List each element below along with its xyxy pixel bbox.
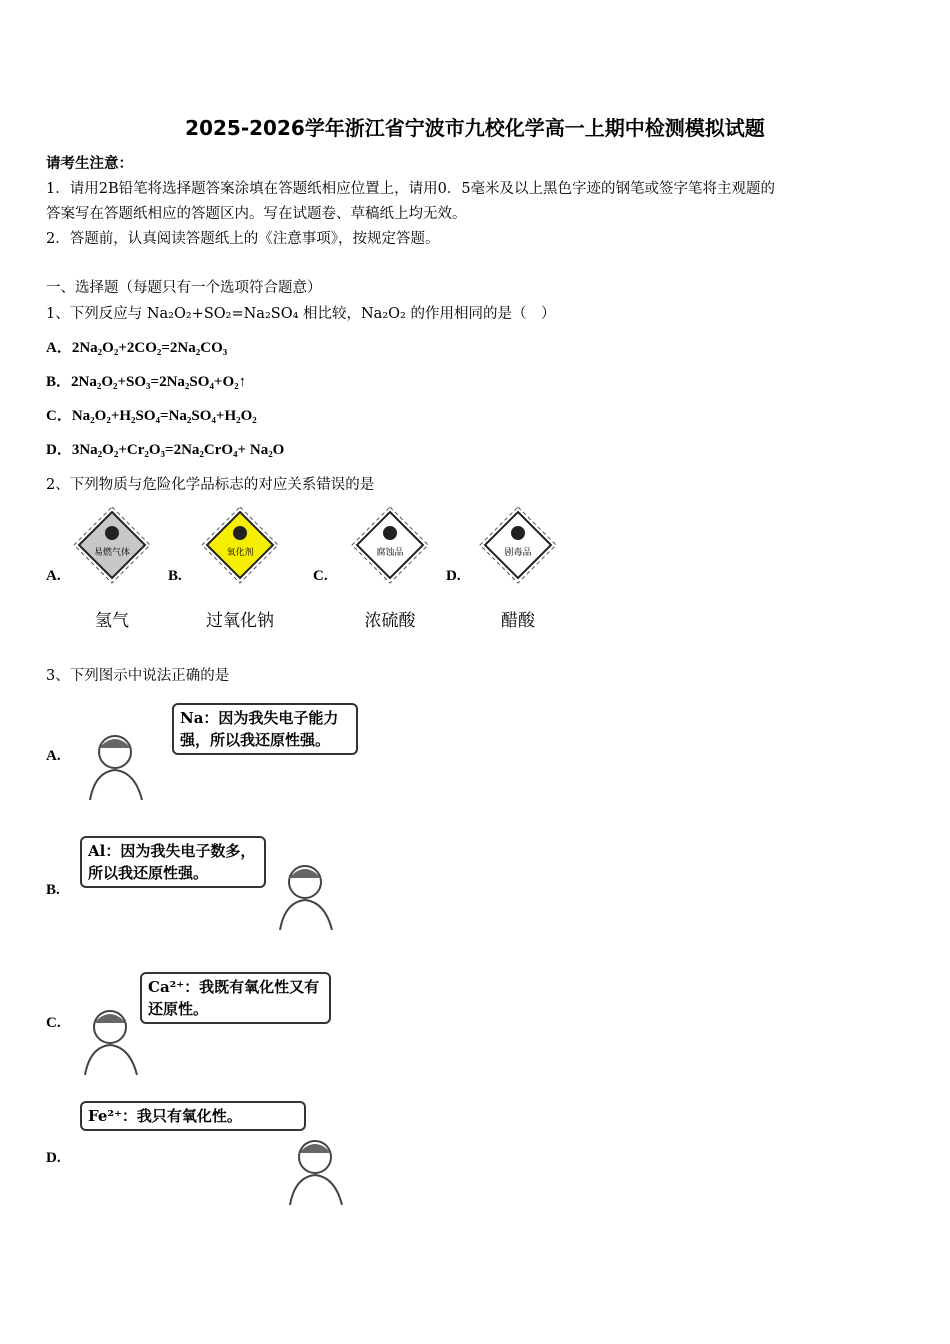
speech-bubble: Fe²⁺：我只有氧化性。 (80, 1101, 306, 1131)
q2-substance: 氢气 (95, 611, 129, 631)
q1-option-b: B．2Na₂O₂+SO₃=2Na₂SO₄+O₂↑ (46, 374, 247, 390)
notice-line-1: 1．请用2B铅笔将选择题答案涂填在答题纸相应位置上，请用0．5毫米及以上黑色字迹的钢笔或签字笔将主观题的 (46, 181, 776, 197)
q2-substance: 过氧化钠 (206, 611, 274, 631)
notice-heading: 请考生注意： (46, 155, 133, 172)
hazard-sign-icon (72, 505, 152, 585)
page-title: 2025-2026学年浙江省宁波市九校化学高一上期中检测模拟试题 (185, 116, 765, 140)
q1-option-c: C．Na₂O₂+H₂SO₄=Na₂SO₄+H₂O₂ (46, 408, 257, 424)
speech-bubble: Ca²⁺：我既有氧化性又有还原性。 (140, 972, 331, 1024)
hazard-sign-icon (478, 505, 558, 585)
q1-option-d: D．3Na₂O₂+Cr₂O₃=2Na₂CrO₄+ Na₂O (46, 442, 285, 458)
cartoon-person-icon (80, 730, 155, 800)
speech-bubble: Na：因为我失电子能力强，所以我还原性强。 (172, 703, 358, 755)
hazard-sign-label: 腐蚀品 (376, 548, 404, 558)
q2-option-letter: D. (446, 568, 461, 584)
speech-bubble: Al：因为我失电子数多，所以我还原性强。 (80, 836, 266, 888)
hazard-sign-icon (200, 505, 280, 585)
hazard-sign-label: 氧化剂 (226, 548, 254, 558)
q3-option-letter: C. (46, 1015, 61, 1031)
q3-option-letter: A. (46, 748, 61, 764)
cartoon-person-icon (75, 1005, 150, 1075)
q2-substance: 醋酸 (501, 611, 535, 631)
q1-stem: 1、下列反应与 Na₂O₂+SO₂=Na₂SO₄ 相比较，Na₂O₂ 的作用相同的是（ ） (46, 306, 556, 322)
q2-stem: 2、下列物质与危险化学品标志的对应关系错误的是 (46, 477, 375, 493)
q1-option-a: A．2Na₂O₂+2CO₂=2Na₂CO₃ (46, 340, 228, 356)
notice-line-1b: 答案写在答题纸相应的答题区内。写在试题卷、草稿纸上均无效。 (46, 206, 467, 222)
q2-option-letter: C. (313, 568, 328, 584)
cartoon-person-icon (280, 1135, 355, 1205)
q3-option-letter: B. (46, 882, 60, 898)
section-heading: 一、选择题（每题只有一个选项符合题意） (46, 280, 322, 296)
notice-line-2: 2．答题前，认真阅读答题纸上的《注意事项》，按规定答题。 (46, 231, 440, 247)
q3-option-letter: D. (46, 1150, 61, 1166)
hazard-sign-label: 易燃气体 (93, 548, 131, 558)
q3-stem: 3、下列图示中说法正确的是 (46, 668, 230, 684)
hazard-sign-icon (350, 505, 430, 585)
hazard-sign-label: 剧毒品 (504, 548, 532, 558)
q2-substance: 浓硫酸 (364, 611, 416, 631)
q2-option-letter: B. (168, 568, 182, 584)
q2-option-letter: A. (46, 568, 61, 584)
cartoon-person-icon (270, 860, 345, 930)
